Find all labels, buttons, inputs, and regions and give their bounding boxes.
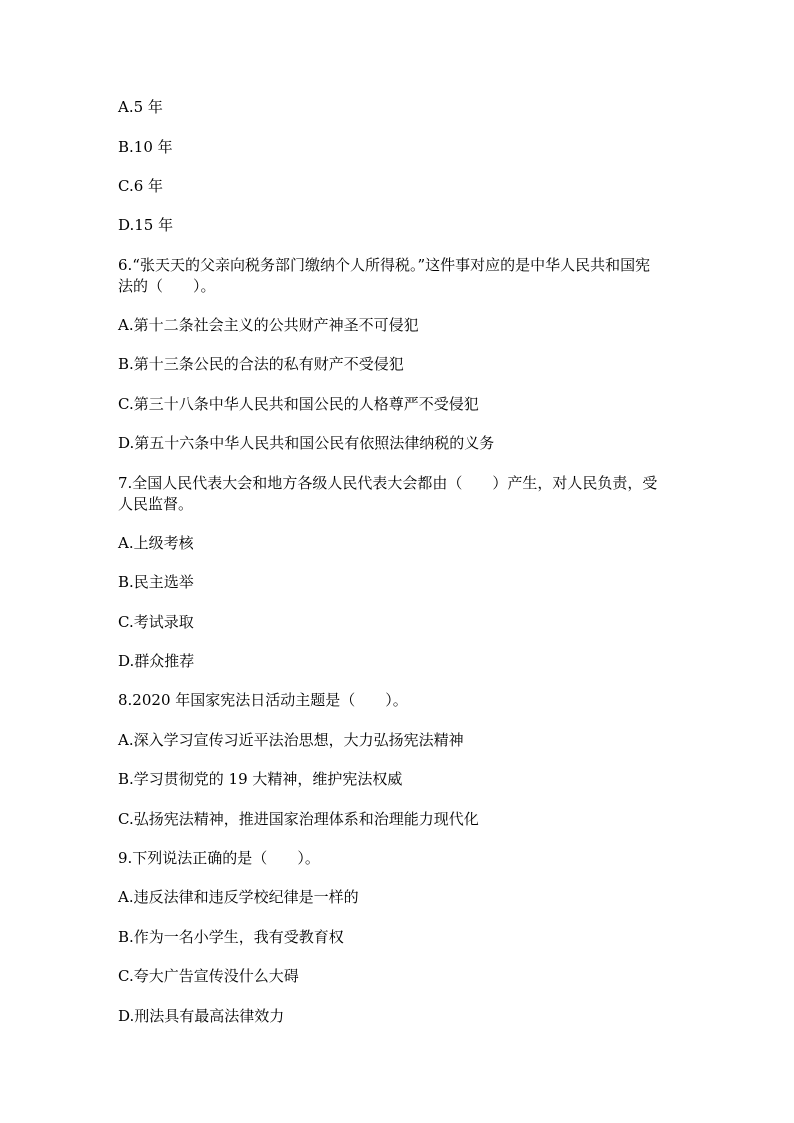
question-8-option-b: B.学习贯彻党的 19 大精神，维护宪法权威 (118, 770, 403, 788)
question-7-option-c: C.考试录取 (118, 613, 194, 631)
question-8-option-a: A.深入学习宣传习近平法治思想，大力弘扬宪法精神 (118, 731, 464, 749)
question-6-stem: 6.“张天天的父亲向税务部门缴纳个人所得税。”这件事对应的是中华人民共和国宪法的（ ）。 (118, 256, 651, 295)
option-b: B.10 年 (118, 138, 173, 156)
question-9-option-b: B.作为一名小学生，我有受教育权 (118, 928, 344, 946)
option-c: C.6 年 (118, 177, 164, 195)
question-6-option-d: D.第五十六条中华人民共和国公民有依照法律纳税的义务 (118, 434, 495, 452)
question-7-option-a: A.上级考核 (118, 534, 194, 552)
question-9-option-c: C.夸大广告宣传没什么大碍 (118, 967, 299, 985)
question-6-option-a: A.第十二条社会主义的公共财产神圣不可侵犯 (118, 316, 419, 334)
question-7-stem: 7.全国人民代表大会和地方各级人民代表大会都由（ ）产生，对人民负责，受人民监督。 (118, 474, 658, 513)
question-6-option-c: C.第三十八条中华人民共和国公民的人格尊严不受侵犯 (118, 395, 479, 413)
option-a: A.5 年 (118, 98, 163, 116)
question-9-option-a: A.违反法律和违反学校纪律是一样的 (118, 888, 359, 906)
question-8-stem: 8.2020 年国家宪法日活动主题是（ ）。 (118, 691, 408, 709)
question-9-option-d: D.刑法具有最高法律效力 (118, 1007, 285, 1025)
question-7-option-b: B.民主选举 (118, 573, 194, 591)
option-d: D.15 年 (118, 216, 174, 234)
question-6-option-b: B.第十三条公民的合法的私有财产不受侵犯 (118, 355, 404, 373)
question-9-stem: 9.下列说法正确的是（ ）。 (118, 849, 320, 867)
question-7-option-d: D.群众推荐 (118, 652, 195, 670)
question-8-option-c: C.弘扬宪法精神，推进国家治理体系和治理能力现代化 (118, 810, 479, 828)
